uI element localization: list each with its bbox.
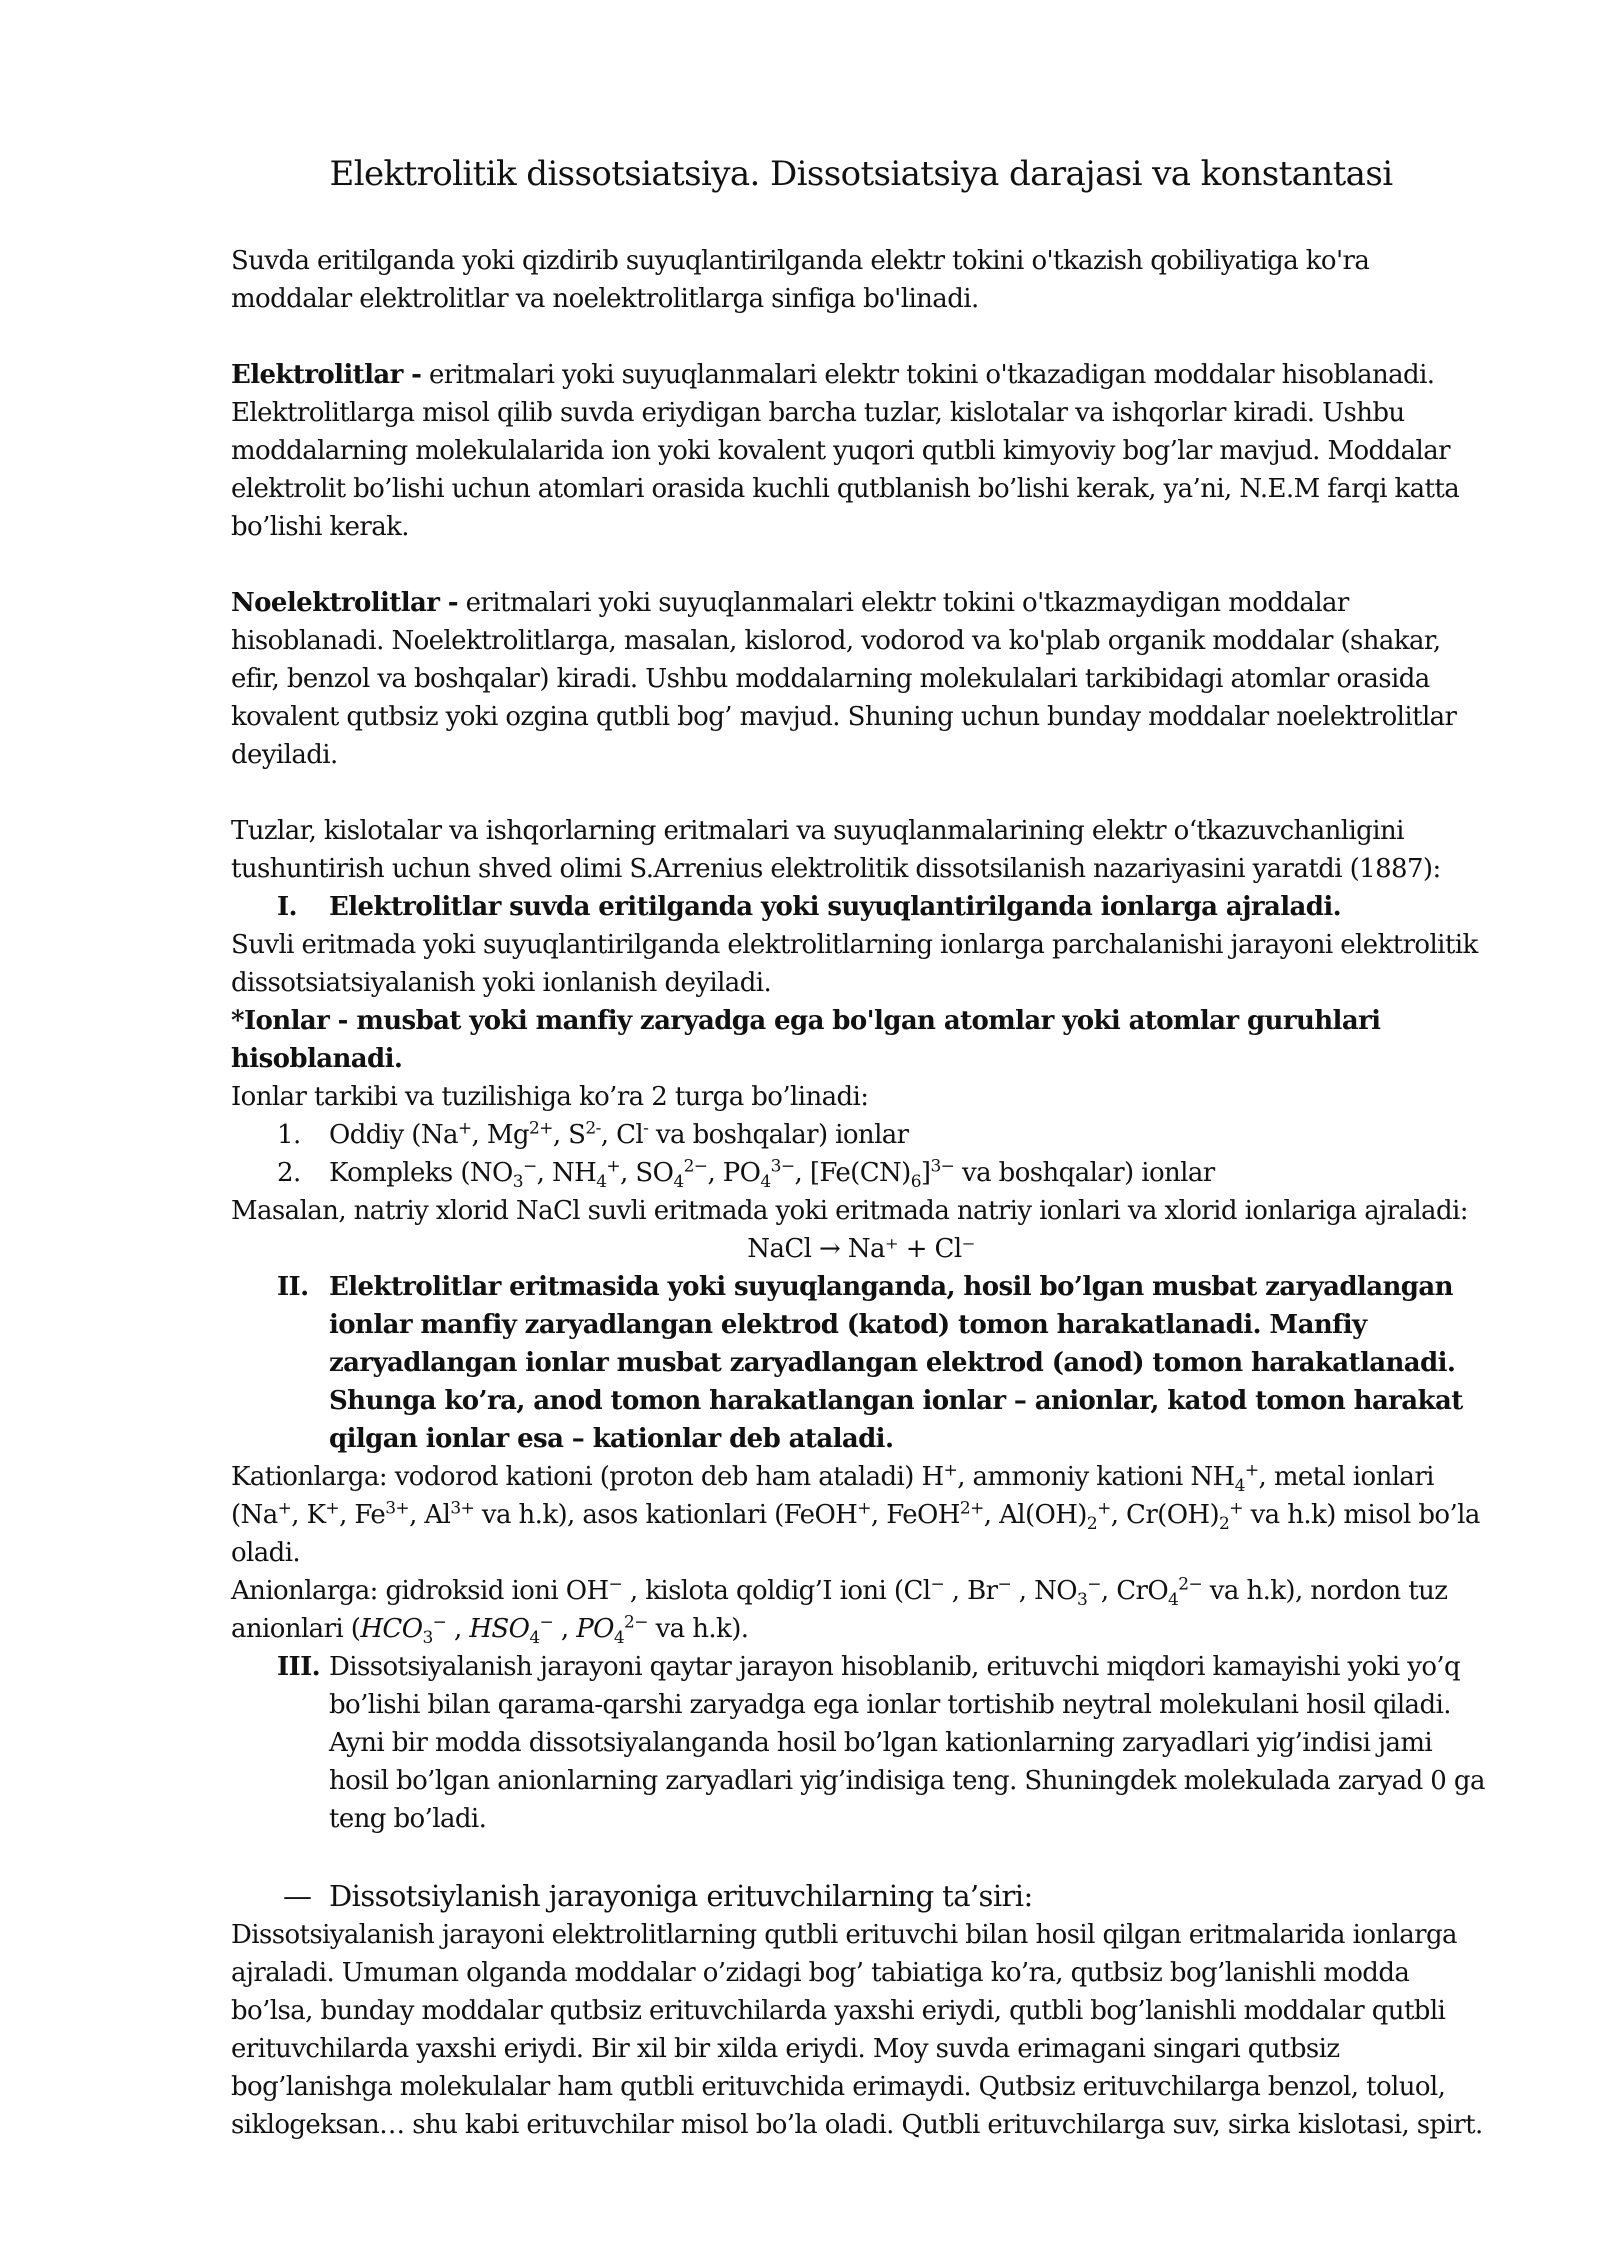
- document-body: [231, 150, 1491, 2144]
- list-text: Kompleks ($NO_3^-$, $NH_4^+$, $SO_4^{2-}$, $PO_4^{3-}$, $[Fe(CN)_6]^{3-}$ va boshqalar) ionlar: [329, 1156, 1215, 1193]
- nonelectrolytes-term: Noelektrolitlar -: [231, 588, 458, 618]
- section-heading-solvents: [283, 1876, 1491, 1916]
- cations-paragraph: Kationlarga: vodorod kationi (proton deb ham ataladi) H+, ammoniy kationi $NH_4^+$, metal ionlari (Na+, K+, $Fe^{3+}$, $Al^{3+}$ va h.k), asos kationlari (FeOH+, FeOH$^{2+}$, $Al(OH)_2^+$, $Cr(OH)_2^+$ va h.k) misol bo’la oladi.: [231, 1460, 1480, 1568]
- nacl-example: Masalan, natriy xlorid NaCl suvli eritmada yoki eritmada natriy ionlari va xlorid ionlariga ajraladi:: [231, 1196, 1468, 1226]
- page-title: Elektrolitik dissotsiatsiya. Dissotsiatsiya darajasi va konstantasi: [329, 154, 1393, 194]
- point-number: I.: [277, 892, 298, 922]
- point-text: Elektrolitlar eritmasida yoki suyuqlanganda, hosil bo’lgan musbat zaryadlangan ionlar manfiy zaryadlangan elektrod (katod) tomon harakatlanadi. Manfiy zaryadlangan ionlar musbat zaryadlangan elektrod (anod) tomon harakatlanadi. Shunga ko’ra, anod tomon harakatlangan ionlar – anionlar, katod tomon harakat qilgan ionlar esa – kationlar deb ataladi.: [329, 1272, 1463, 1454]
- electrolytes-text: eritmalari yoki suyuqlanmalari elektr tokini o'tkazadigan moddalar hisoblanadi. Elektrolitlarga misol qilib suvda eriydigan barcha tuzlar, kislotalar va ishqorlar kiradi. Ushbu moddalarning molekulalarida ion yoki kovalent yuqori qutbli kimyoviy bog’lar mavjud. Moddalar elektrolit bo’lishi uchun atomlari orasida kuchli qutblanish bo’lishi kerak, ya’ni, N.E.M farqi katta bo’lishi kerak.: [231, 360, 1460, 542]
- point1-explanation: Suvli eritmada yoki suyuqlantirilganda elektrolitlarning ionlarga parchalanishi jarayoni elektrolitik dissotsiatsiyalanish yoki ionlanish deyiladi.: [231, 930, 1478, 998]
- point-text: Elektrolitlar suvda eritilganda yoki suyuqlantirilganda ionlarga ajraladi.: [329, 892, 1342, 922]
- heading-text: Dissotsiylanish jarayoniga erituvchilarning ta’siri:: [329, 1879, 1033, 1913]
- ions-definition: *Ionlar - musbat yoki manfiy zaryadga ega bo'lgan atomlar yoki atomlar guruhlari hisoblanadi.: [231, 1006, 1381, 1074]
- anions-paragraph: Anionlarga: gidroksid ioni OH− , kislota qoldig’I ioni (Cl− , Br− , $NO_3^-$, CrO$_4^{2-}$ va h.k), nordon tuz anionlari ($HCO_3^-$ , $HSO_4^-$ , $PO_4^{2-}$ va h.k).: [231, 1574, 1448, 1649]
- point-text: Dissotsiyalanish jarayoni qaytar jarayon hisoblanib, erituvchi miqdori kamayishi yoki yo’q bo’lishi bilan qarama-qarshi zaryadga ega ionlar tortishib neytral molekulani hosil qiladi. Ayni bir modda dissotsiyalanganda hosil bo’lgan kationlarning zaryadlari yig’indisi jami hosil bo’lgan anionlarning zaryadlari yig’indisiga teng. Shuningdek molekulada zaryad 0 ga teng bo’ladi.: [329, 1652, 1485, 1834]
- nonelectrolytes-paragraph: [231, 584, 1491, 774]
- nacl-equation: NaCl → Na⁺ + Cl⁻: [747, 1234, 975, 1264]
- list-text: Oddiy (Na+, $Mg^{2+}$, $S^{2-}$, Cl- va boshqalar) ionlar: [329, 1118, 909, 1150]
- theory-point-1: [277, 888, 1491, 926]
- electrolytes-paragraph: [231, 356, 1491, 546]
- solvents-paragraph: Dissotsiyalanish jarayoni elektrolitlarning qutbli erituvchi bilan hosil qilgan eritmalarida ionlarga ajraladi. Umuman olganda moddalar o’zidagi bog’ tabiatiga ko’ra, qutbsiz bog’lanishli modda bo’lsa, bunday moddalar qutbsiz erituvchilarda yaxshi eriydi, qutbli bog’lanishli moddalar qutbli erituvchilarda yaxshi eriydi. Bir xil bir xilda eriydi. Moy suvda erimagani singari qutbsiz bog’lanishga molekulalar ham qutbli erituvchida erimaydi. Qutbsiz erituvchilarga benzol, toluol, siklogeksan… shu kabi erituvchilar misol bo’la oladi. Qutbli erituvchilarga suv, sirka kislotasi, spirt.: [231, 1920, 1483, 2140]
- point-number: III.: [277, 1652, 321, 1682]
- intro-paragraph: Suvda eritilganda yoki qizdirib suyuqlantirilganda elektr tokini o'tkazish qobiliyatiga ko'ra moddalar elektrolitlar va noelektrolitlarga sinfiga bo'linadi.: [231, 246, 1370, 314]
- theory-point-2: [277, 1268, 1491, 1458]
- electrolytes-term: Elektrolitlar -: [231, 360, 422, 390]
- theory-point-3: [277, 1648, 1491, 1838]
- ion-types-intro: Ionlar tarkibi va tuzilishiga ko’ra 2 turga bo’linadi:: [231, 1082, 869, 1112]
- list-number: 1.: [277, 1120, 301, 1150]
- ion-type-simple: [277, 1116, 1491, 1154]
- point-number: II.: [277, 1272, 309, 1302]
- nonelectrolytes-text: eritmalari yoki suyuqlanmalari elektr tokini o'tkazmaydigan moddalar hisoblanadi. Noelektrolitlarga, masalan, kislorod, vodorod va ko'plab organik moddalar (shakar, efir, benzol va boshqalar) kiradi. Ushbu moddalarning molekulalari tarkibidagi atomlar orasida kovalent qutbsiz yoki ozgina qutbli bog’ mavjud. Shuning uchun bunday moddalar noelektrolitlar deyiladi.: [231, 588, 1457, 770]
- ion-type-complex: [277, 1154, 1491, 1192]
- list-number: 2.: [277, 1158, 301, 1188]
- arrhenius-paragraph: Tuzlar, kislotalar va ishqorlarning eritmalari va suyuqlanmalarining elektr o‘tkazuvchanligini tushuntirish uchun shved olimi S.Arrenius elektrolitik dissotsilanish nazariyasini yaratdi (1887):: [231, 816, 1441, 884]
- heading-dash: —: [283, 1879, 312, 1913]
